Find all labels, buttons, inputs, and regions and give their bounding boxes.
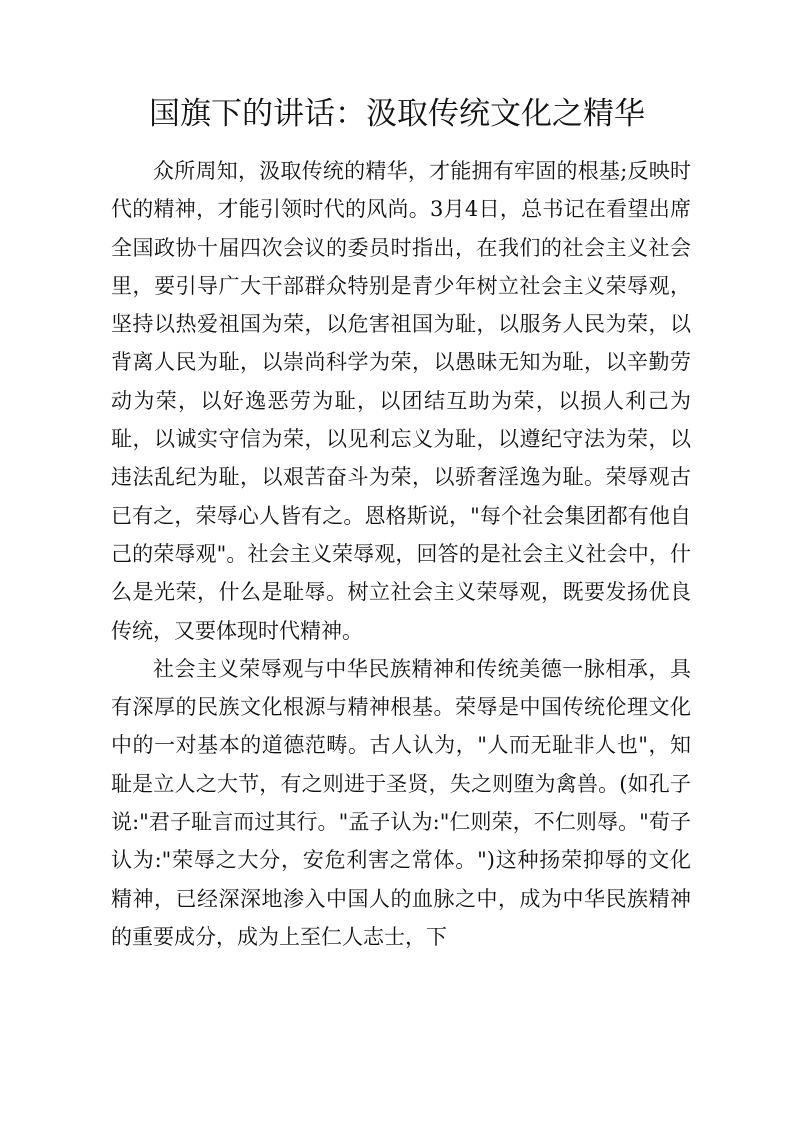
paragraph-2: 社会主义荣辱观与中华民族精神和传统美德一脉相承，具有深厚的民族文化根源与精神根基。荣辱是中国传统伦理文化中的一对基本的道德范畴。古人认为，"人而无耻非人也"，知耻是立人之大节，有之则进于圣贤，失之则堕为禽兽。(如孔子说:"君子耻言而过其行。"孟子认为:"仁则荣，不仁则辱。"荀子认为:"荣辱之大分，安危利害之常体。")这种扬荣抑辱的文化精神，已经深深地渗入中国人的血脉之中，成为中华民族精神的重要成分，成为上至仁人志士，下 xyxy=(111,656,691,949)
document-title: 国旗下的讲话：汲取传统文化之精华 xyxy=(149,96,645,132)
paragraph-1: 众所周知，汲取传统的精华，才能拥有牢固的根基;反映时代的精神，才能引领时代的风尚。3月4日，总书记在看望出席全国政协十届四次会议的委员时指出，在我们的社会主义社会里，要引导广大干部群众特别是青少年树立社会主义荣辱观，坚持以热爱祖国为荣，以危害祖国为耻，以服务人民为荣，以背离人民为耻，以崇尚科学为荣，以愚昧无知为耻，以辛勤劳动为荣，以好逸恶劳为耻，以团结互助为荣，以损人利己为耻，以诚实守信为荣，以见利忘义为耻，以遵纪守法为荣，以违法乱纪为耻，以艰苦奋斗为荣，以骄奢淫逸为耻。荣辱观古已有之，荣辱心人皆有之。恩格斯说，"每个社会集团都有他自己的荣辱观"。社会主义荣辱观，回答的是社会主义社会中，什么是光荣，什么是耻辱。树立社会主义荣辱观，既要发扬优良传统，又要体现时代精神。 xyxy=(111,159,691,643)
document-body xyxy=(111,152,691,956)
